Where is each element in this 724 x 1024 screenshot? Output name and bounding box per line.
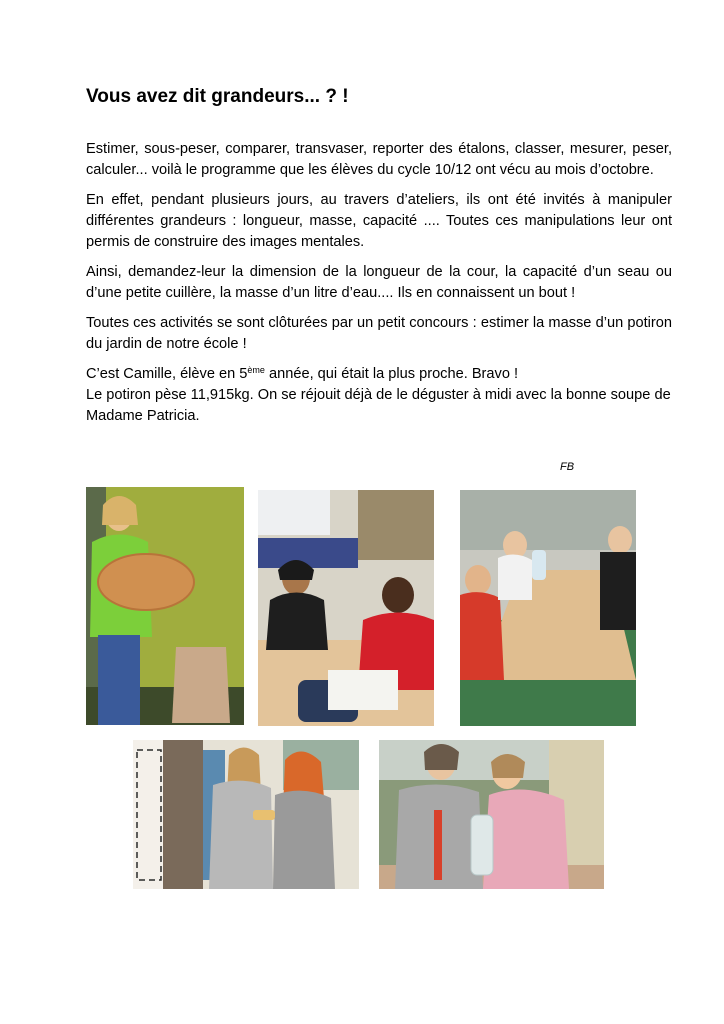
photo-children-measuring-at-tables — [460, 490, 636, 726]
paragraph-2: En effet, pendant plusieurs jours, au travers d’ateliers, ils ont été invités à manipuler différentes grandeurs : longueur, masse, capacité .... Toutes ces manipulations leur ont permis de construire des images mentales. — [86, 192, 672, 250]
photo-two-girls-with-bottle — [133, 740, 359, 889]
photo-girl-holding-pumpkin-image — [86, 487, 244, 725]
paragraph-4: Toutes ces activités se sont clôturées par un petit concours : estimer la masse d’un potiron du jardin de notre école ! — [86, 315, 672, 352]
paragraph-3: Ainsi, demandez-leur la dimension de la longueur de la cour, la capacité d’un seau ou d’une petite cuillère, la masse d’un litre d’eau.... Ils en connaissent un bout ! — [86, 264, 672, 301]
photo-two-boys-at-desk — [258, 490, 434, 726]
winner-text-end: année, qui était la plus proche. Bravo ! — [264, 366, 519, 382]
photo-two-girls-filling-container — [379, 740, 604, 889]
photo-children-measuring-at-tables-image — [460, 490, 636, 726]
article-body — [86, 139, 672, 427]
photo-two-girls-with-bottle-image — [133, 740, 359, 889]
photo-girl-holding-pumpkin — [86, 487, 244, 725]
paragraph-1: Estimer, sous-peser, comparer, transvaser, reporter des étalons, classer, mesurer, peser, calculer... voilà le programme que les élèves du cycle 10/12 ont vécu au mois d’octobre. — [86, 141, 672, 178]
winner-text-start: C’est Camille, élève en 5 — [86, 366, 248, 382]
author-signature: FB — [560, 461, 575, 473]
page-title: Vous avez dit grandeurs... ? ! — [86, 86, 349, 107]
paragraph-5 — [86, 364, 672, 427]
photo-two-girls-filling-container-image — [379, 740, 604, 889]
photo-two-boys-at-desk-image — [258, 490, 434, 726]
ordinal-superscript: ème — [247, 365, 265, 375]
pumpkin-weight-text: Le potiron pèse 11,915kg. On se réjouit déjà de le déguster à midi avec la bonne soupe de Madame Patricia. — [86, 387, 671, 424]
